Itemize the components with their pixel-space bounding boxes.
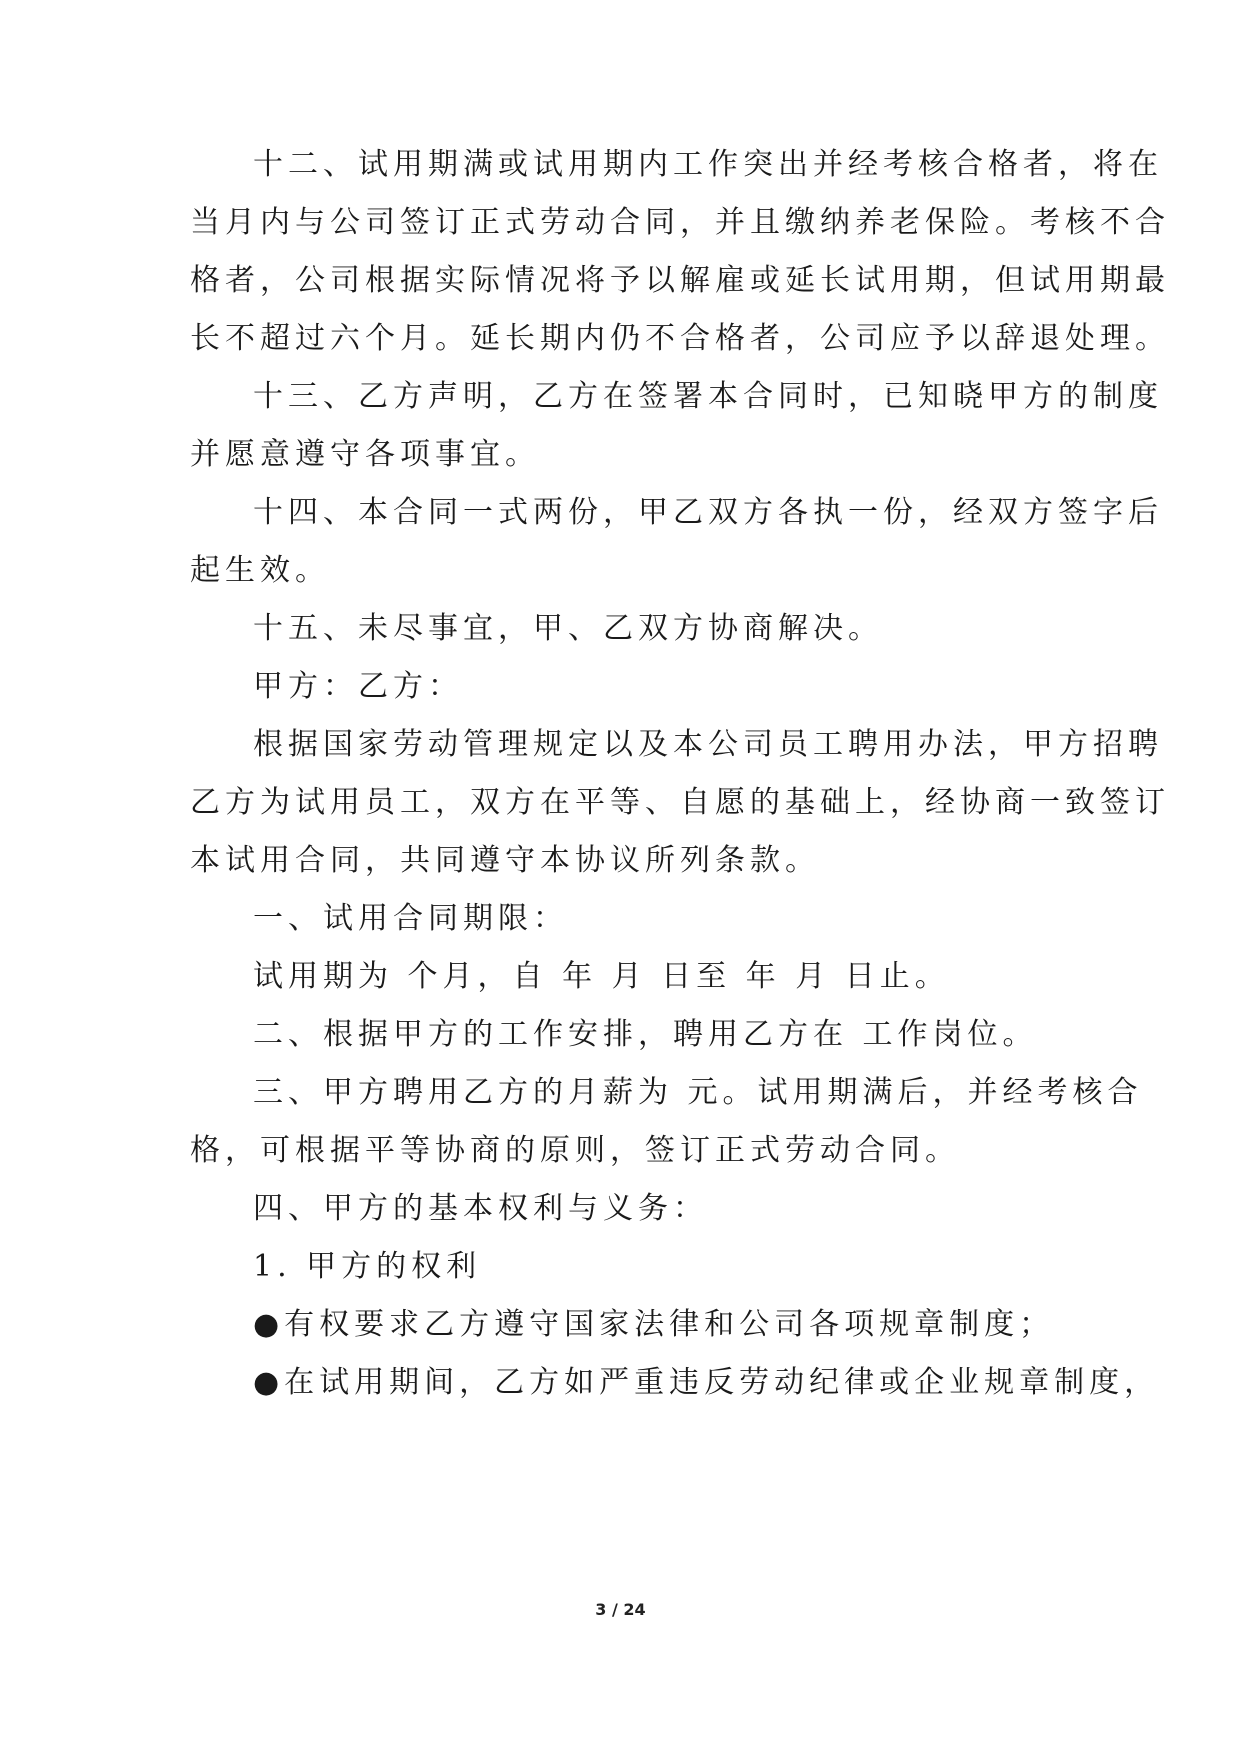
paragraph-line: 长不超过六个月。延长期内仍不合格者，公司应予以辞退处理。: [190, 321, 1170, 356]
paragraph-line: 1. 甲方的权利: [253, 1249, 482, 1284]
paragraph-line: 甲方：乙方：: [253, 669, 463, 704]
paragraph-line: 格，可根据平等协商的原则，签订正式劳动合同。: [190, 1133, 960, 1168]
bullet-line: ●在试用期间，乙方如严重违反劳动纪律或企业规章制度，: [253, 1365, 1160, 1400]
paragraph-line: 起生效。: [190, 553, 330, 588]
paragraph-line: 十三、乙方声明，乙方在签署本合同时，已知晓甲方的制度: [253, 379, 1163, 414]
bullet-line: ●有权要求乙方遵守国家法律和公司各项规章制度；: [253, 1307, 1055, 1342]
paragraph-line: 一、试用合同期限：: [253, 901, 568, 936]
paragraph-line: 当月内与公司签订正式劳动合同，并且缴纳养老保险。考核不合: [190, 205, 1170, 240]
paragraph-line: 十二、试用期满或试用期内工作突出并经考核合格者，将在: [253, 147, 1163, 182]
paragraph-line: 三、甲方聘用乙方的月薪为 元。试用期满后，并经考核合: [253, 1075, 1143, 1110]
paragraph-line: 并愿意遵守各项事宜。: [190, 437, 540, 472]
paragraph-line: 十四、本合同一式两份，甲乙双方各执一份，经双方签字后: [253, 495, 1163, 530]
paragraph-line: 二、根据甲方的工作安排，聘用乙方在 工作岗位。: [253, 1017, 1038, 1052]
paragraph-line: 四、甲方的基本权利与义务：: [253, 1191, 708, 1226]
page-number: 3 / 24: [595, 1600, 646, 1619]
paragraph-line: 格者，公司根据实际情况将予以解雇或延长试用期，但试用期最: [190, 263, 1170, 298]
paragraph-line: 试用期为 个月，自 年 月 日至 年 月 日止。: [253, 959, 950, 994]
paragraph-line: 乙方为试用员工，双方在平等、自愿的基础上，经协商一致签订: [190, 785, 1170, 820]
paragraph-line: 根据国家劳动管理规定以及本公司员工聘用办法，甲方招聘: [253, 727, 1163, 762]
paragraph-line: 本试用合同，共同遵守本协议所列条款。: [190, 843, 820, 878]
paragraph-line: 十五、未尽事宜，甲、乙双方协商解决。: [253, 611, 883, 646]
